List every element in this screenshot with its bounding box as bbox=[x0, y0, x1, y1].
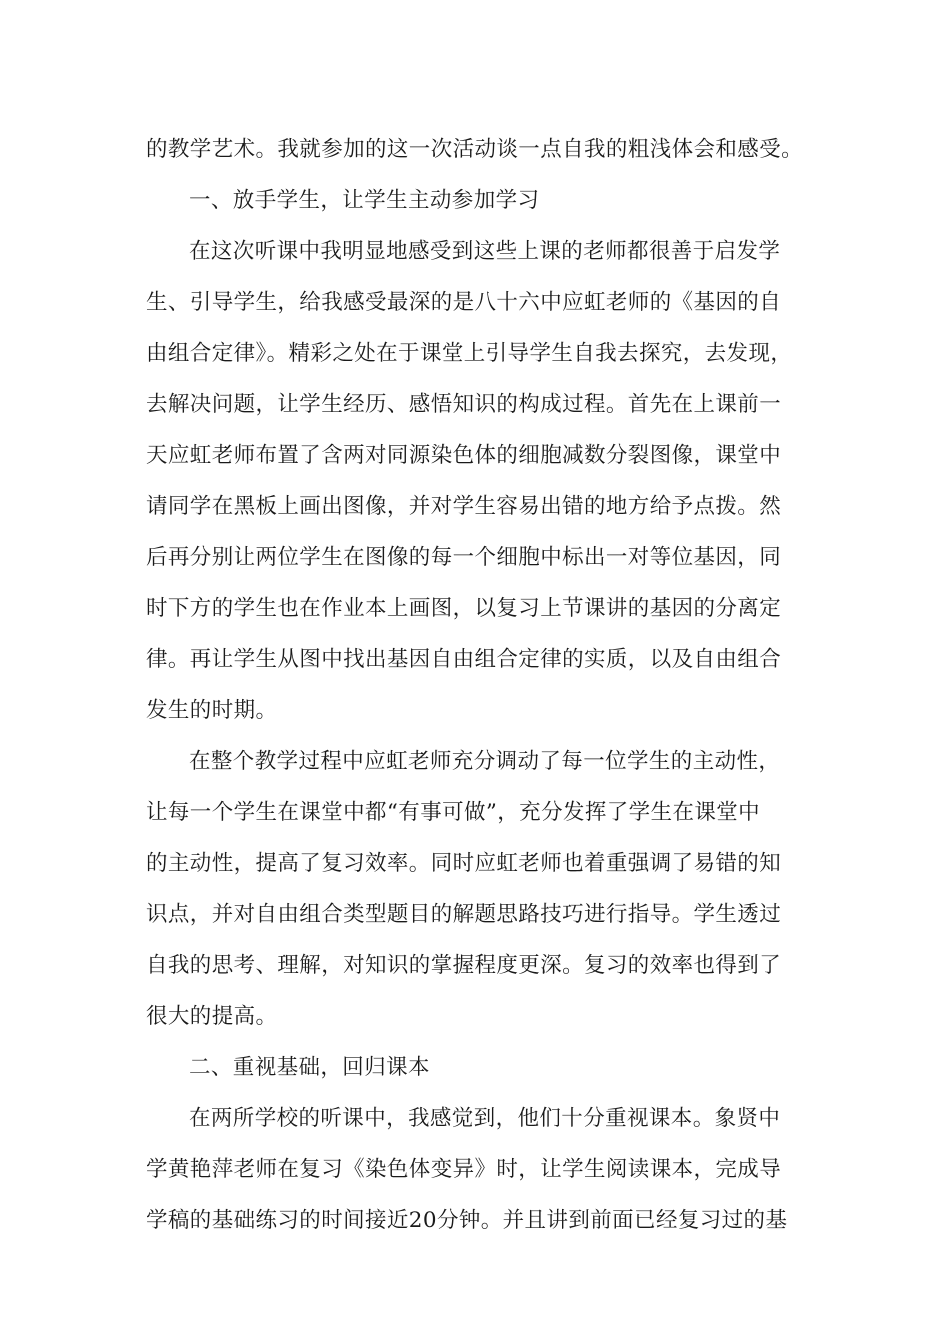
text-line: 时下方的学生也在作业本上画图，以复习上节课讲的基因的分离定 bbox=[146, 596, 782, 621]
text-line: 发生的时期。 bbox=[146, 698, 278, 723]
text-line: 请同学在黑板上画出图像，并对学生容易出错的地方给予点拨。然 bbox=[146, 494, 782, 519]
text-line: 很大的提高。 bbox=[146, 1004, 278, 1029]
text-line: 后再分别让两位学生在图像的每一个细胞中标出一对等位基因，同 bbox=[146, 545, 782, 570]
text-line: 律。再让学生从图中找出基因自由组合定律的实质，以及自由组合 bbox=[146, 647, 782, 672]
text-line: 识点，并对自由组合类型题目的解题思路技巧进行指导。学生透过 bbox=[146, 902, 782, 927]
text-line: 自我的思考、理解，对知识的掌握程度更深。复习的效率也得到了 bbox=[146, 953, 782, 978]
text-line: 在整个教学过程中应虹老师充分调动了每一位学生的主动性， bbox=[189, 749, 781, 774]
text-line: 在这次听课中我明显地感受到这些上课的老师都很善于启发学 bbox=[189, 239, 781, 264]
text-line: 学稿的基础练习的时间接近20分钟。并且讲到前面已经复习过的基 bbox=[146, 1208, 788, 1233]
text-line: 生、引导学生，给我感受最深的是八十六中应虹老师的《基因的自 bbox=[146, 290, 782, 315]
section-heading: 二、重视基础，回归课本 bbox=[189, 1055, 430, 1080]
text-line: 的主动性，提高了复习效率。同时应虹老师也着重强调了易错的知 bbox=[146, 851, 782, 876]
text-line: 学黄艳萍老师在复习《染色体变异》时，让学生阅读课本，完成导 bbox=[146, 1157, 782, 1182]
text-line: 天应虹老师布置了含两对同源染色体的细胞减数分裂图像，课堂中 bbox=[146, 443, 782, 468]
text-line: 由组合定律》。精彩之处在于课堂上引导学生自我去探究，去发现， bbox=[146, 341, 793, 366]
text-line: 的教学艺术。我就参加的这一次活动谈一点自我的粗浅体会和感受。 bbox=[146, 137, 804, 162]
text-line: 去解决问题，让学生经历、感悟知识的构成过程。首先在上课前一 bbox=[146, 392, 782, 417]
text-line: 在两所学校的听课中，我感觉到，他们十分重视课本。象贤中 bbox=[189, 1106, 781, 1131]
text-line: 让每一个学生在课堂中都“有事可做”，充分发挥了学生在课堂中 bbox=[146, 800, 761, 825]
section-heading: 一、放手学生，让学生主动参加学习 bbox=[189, 188, 540, 213]
